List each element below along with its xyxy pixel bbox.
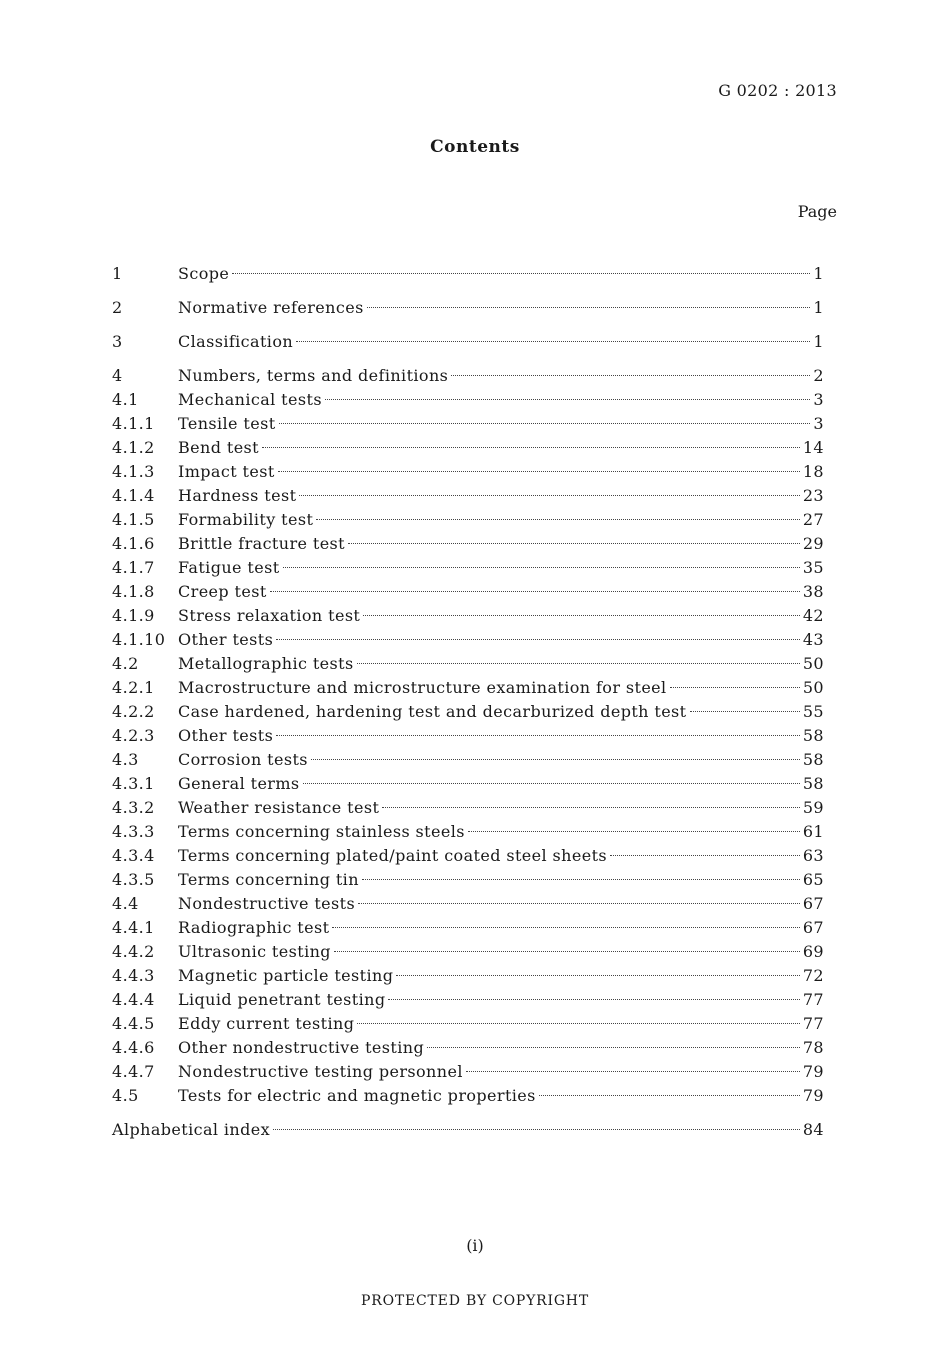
dot-leader [367,307,811,308]
toc-entry-title: Bend test [178,438,259,457]
toc-entry-number: 2 [112,298,123,317]
toc-entry[interactable] [112,940,824,964]
dot-leader [278,471,800,472]
toc-entry-title: Corrosion tests [178,750,308,769]
toc-entry[interactable] [112,964,824,988]
toc-entry-title: Other tests [178,726,274,745]
toc-entry[interactable] [112,1060,824,1084]
dot-leader [273,1129,800,1130]
toc-entry[interactable] [112,508,824,532]
toc-entry[interactable] [112,532,824,556]
toc-entry-page: 77 [802,990,824,1009]
toc-entry-title: Tensile test [178,414,276,433]
toc-entry-title: Metallographic tests [178,654,354,673]
toc-entry-title: Creep test [178,582,267,601]
toc-entry-title: General terms [178,774,300,793]
toc-entry-title: Normative references [178,298,364,317]
toc-entry-number: 4.1 [112,390,139,409]
toc-entry-page: 77 [802,1014,824,1033]
toc-entry-number: 4.1.6 [112,534,155,553]
dot-leader [388,999,799,1000]
toc-entry[interactable] [112,296,824,320]
toc-entry-title: Brittle fracture test [178,534,346,553]
toc-entry[interactable] [112,580,824,604]
toc-entry-title: Terms concerning tin [178,870,359,889]
toc-entry-title: Hardness test [178,486,297,505]
page-number: (i) [466,1236,484,1255]
toc-entry-title: Macrostructure and microstructure examination for steel [178,678,667,697]
toc-entry-page: 72 [802,966,824,985]
toc-entry-title: Tests for electric and magnetic properties [178,1086,536,1105]
toc-entry[interactable] [112,916,824,940]
toc-entry-page: 1 [813,264,824,283]
toc-entry-page: 65 [802,870,824,889]
toc-entry[interactable] [112,262,824,286]
toc-entry[interactable] [112,748,824,772]
dot-leader [311,759,800,760]
dot-leader [276,735,800,736]
toc-entry-number: 4.1.1 [112,414,155,433]
toc-entry-page: 18 [802,462,824,481]
toc-entry-page: 63 [802,846,824,865]
toc-entry-title: Fatigue test [178,558,280,577]
copyright-notice: PROTECTED BY COPYRIGHT [361,1293,589,1309]
toc-entry-title: Scope [178,264,230,283]
toc-entry-page: 67 [802,894,824,913]
toc-entry[interactable] [112,652,824,676]
toc-entry-title: Terms concerning plated/paint coated steel sheets [178,846,608,865]
toc-entry-number: 4.1.2 [112,438,155,457]
toc-entry-number: 4.3.5 [112,870,155,889]
toc-entry-page: 3 [813,390,824,409]
toc-entry-page: 2 [813,366,824,385]
toc-entry[interactable] [112,820,824,844]
toc-entry-page: 43 [802,630,824,649]
toc-entry[interactable] [112,412,824,436]
toc-entry-number: 3 [112,332,123,351]
toc-entry-page: 58 [802,726,824,745]
toc-entry-page: 38 [802,582,824,601]
dot-leader [262,447,800,448]
contents-title: Contents [430,137,520,157]
toc-entry-page: 50 [802,678,824,697]
toc-entry-page: 29 [802,534,824,553]
toc-entry-title: Liquid penetrant testing [178,990,386,1009]
toc-entry[interactable] [112,1036,824,1060]
toc-entry-number: 4.1.7 [112,558,155,577]
toc-entry-page: 1 [813,298,824,317]
toc-entry-page: 3 [813,414,824,433]
dot-leader [232,273,810,274]
toc-entry[interactable] [112,1084,824,1108]
toc-entry[interactable] [112,628,824,652]
toc-entry-page: 55 [802,702,824,721]
dot-leader [382,807,800,808]
toc-entry-title: Other tests [178,630,274,649]
toc-entry[interactable] [112,460,824,484]
toc-entry-alphabetical-index[interactable] [112,1118,824,1142]
toc-entry-number: 4.1.5 [112,510,155,529]
toc-entry-title: Eddy current testing [178,1014,355,1033]
toc-entry-page: 1 [813,332,824,351]
toc-entry[interactable] [112,604,824,628]
dot-leader [325,399,810,400]
toc-entry-number: 4.3.3 [112,822,155,841]
dot-leader [358,903,800,904]
dot-leader [690,711,800,712]
dot-leader [427,1047,800,1048]
toc-entry-number: 4.4.3 [112,966,155,985]
toc-entry[interactable] [112,844,824,868]
dot-leader [357,1023,799,1024]
toc-entry-title: Stress relaxation test [178,606,361,625]
toc-entry-number: 4.1.3 [112,462,155,481]
toc-entry-page: 61 [802,822,824,841]
toc-entry-page: 58 [802,774,824,793]
dot-leader [348,543,800,544]
toc-entry[interactable] [112,388,824,412]
dot-leader [334,951,800,952]
toc-entry[interactable] [112,676,824,700]
toc-entry[interactable] [112,556,824,580]
dot-leader [276,639,800,640]
toc-entry-number: 4.4.6 [112,1038,155,1057]
toc-entry-page: 35 [802,558,824,577]
toc-entry-title: Case hardened, hardening test and decarburized depth test [178,702,687,721]
toc-entry-number: 1 [112,264,123,283]
toc-entry-number: 4.4.5 [112,1014,155,1033]
toc-entry[interactable] [112,892,824,916]
toc-entry[interactable] [112,868,824,892]
dot-leader [610,855,800,856]
toc-entry-number: 4.4.1 [112,918,155,937]
toc-entry-title: Mechanical tests [178,390,322,409]
dot-leader [303,783,800,784]
dot-leader [396,975,799,976]
toc-entry-page: 27 [802,510,824,529]
toc-entry[interactable] [112,484,824,508]
toc-entry-number: 4 [112,366,123,385]
dot-leader [283,567,800,568]
toc-entry-title: Impact test [178,462,275,481]
toc-entry-page: 69 [802,942,824,961]
toc-entry-title: Terms concerning stainless steels [178,822,465,841]
dot-leader [451,375,810,376]
toc-entry-number: 4.3 [112,750,139,769]
toc-entry-title: Formability test [178,510,314,529]
dot-leader [363,615,800,616]
dot-leader [466,1071,800,1072]
toc-entry-page: 79 [802,1086,824,1105]
page-column-label: Page [797,202,837,221]
toc-entry[interactable] [112,1012,824,1036]
toc-entry-page: 14 [802,438,824,457]
toc-entry-title: Other nondestructive testing [178,1038,425,1057]
toc-entry-number: 4.3.4 [112,846,155,865]
toc-entry-number: 4.2.3 [112,726,155,745]
toc-entry-number: 4.1.9 [112,606,155,625]
toc-entry-number: 4.1.8 [112,582,155,601]
dot-leader [299,495,799,496]
toc-entry-title: Magnetic particle testing [178,966,394,985]
toc-entry-number: 4.4.7 [112,1062,155,1081]
dot-leader [270,591,800,592]
toc-entry-page: 84 [802,1120,824,1139]
toc-entry-number: 4.2.1 [112,678,155,697]
toc-entry-number: 4.2.2 [112,702,155,721]
toc-entry-page: 50 [802,654,824,673]
toc-entry-title: Nondestructive testing personnel [178,1062,463,1081]
toc-entry-page: 23 [802,486,824,505]
toc-entry[interactable] [112,330,824,354]
dot-leader [279,423,811,424]
table-of-contents [112,262,824,1108]
toc-entry-number: 4.4 [112,894,139,913]
toc-entry[interactable] [112,436,824,460]
toc-entry[interactable] [112,988,824,1012]
toc-entry-title: Radiographic test [178,918,330,937]
toc-entry-number: 4.3.1 [112,774,155,793]
toc-entry-title: Nondestructive tests [178,894,356,913]
toc-entry-title: Classification [178,332,294,351]
toc-entry-number: 4.2 [112,654,139,673]
toc-entry-page: 67 [802,918,824,937]
toc-entry-title: Numbers, terms and definitions [178,366,449,385]
toc-entry-number: 4.1.4 [112,486,155,505]
document-id: G 0202 : 2013 [718,81,837,100]
toc-entry[interactable] [112,700,824,724]
dot-leader [539,1095,800,1096]
toc-entry-number: 4.4.4 [112,990,155,1009]
toc-entry-page: 42 [802,606,824,625]
toc-entry-number: 4.3.2 [112,798,155,817]
toc-entry-page: 78 [802,1038,824,1057]
dot-leader [670,687,800,688]
dot-leader [316,519,800,520]
toc-entry-page: 58 [802,750,824,769]
toc-entry[interactable] [112,772,824,796]
toc-entry-page: 59 [802,798,824,817]
toc-entry-title: Weather resistance test [178,798,380,817]
toc-entry[interactable] [112,724,824,748]
dot-leader [296,341,810,342]
toc-entry-number: 4.1.10 [112,630,166,649]
dot-leader [362,879,800,880]
dot-leader [332,927,799,928]
toc-entry-number: 4.5 [112,1086,139,1105]
toc-entry-title: Alphabetical index [112,1120,271,1139]
dot-leader [468,831,800,832]
dot-leader [357,663,800,664]
toc-entry-page: 79 [802,1062,824,1081]
toc-entry-title: Ultrasonic testing [178,942,331,961]
toc-entry-number: 4.4.2 [112,942,155,961]
toc-entry[interactable] [112,364,824,388]
toc-entry[interactable] [112,796,824,820]
